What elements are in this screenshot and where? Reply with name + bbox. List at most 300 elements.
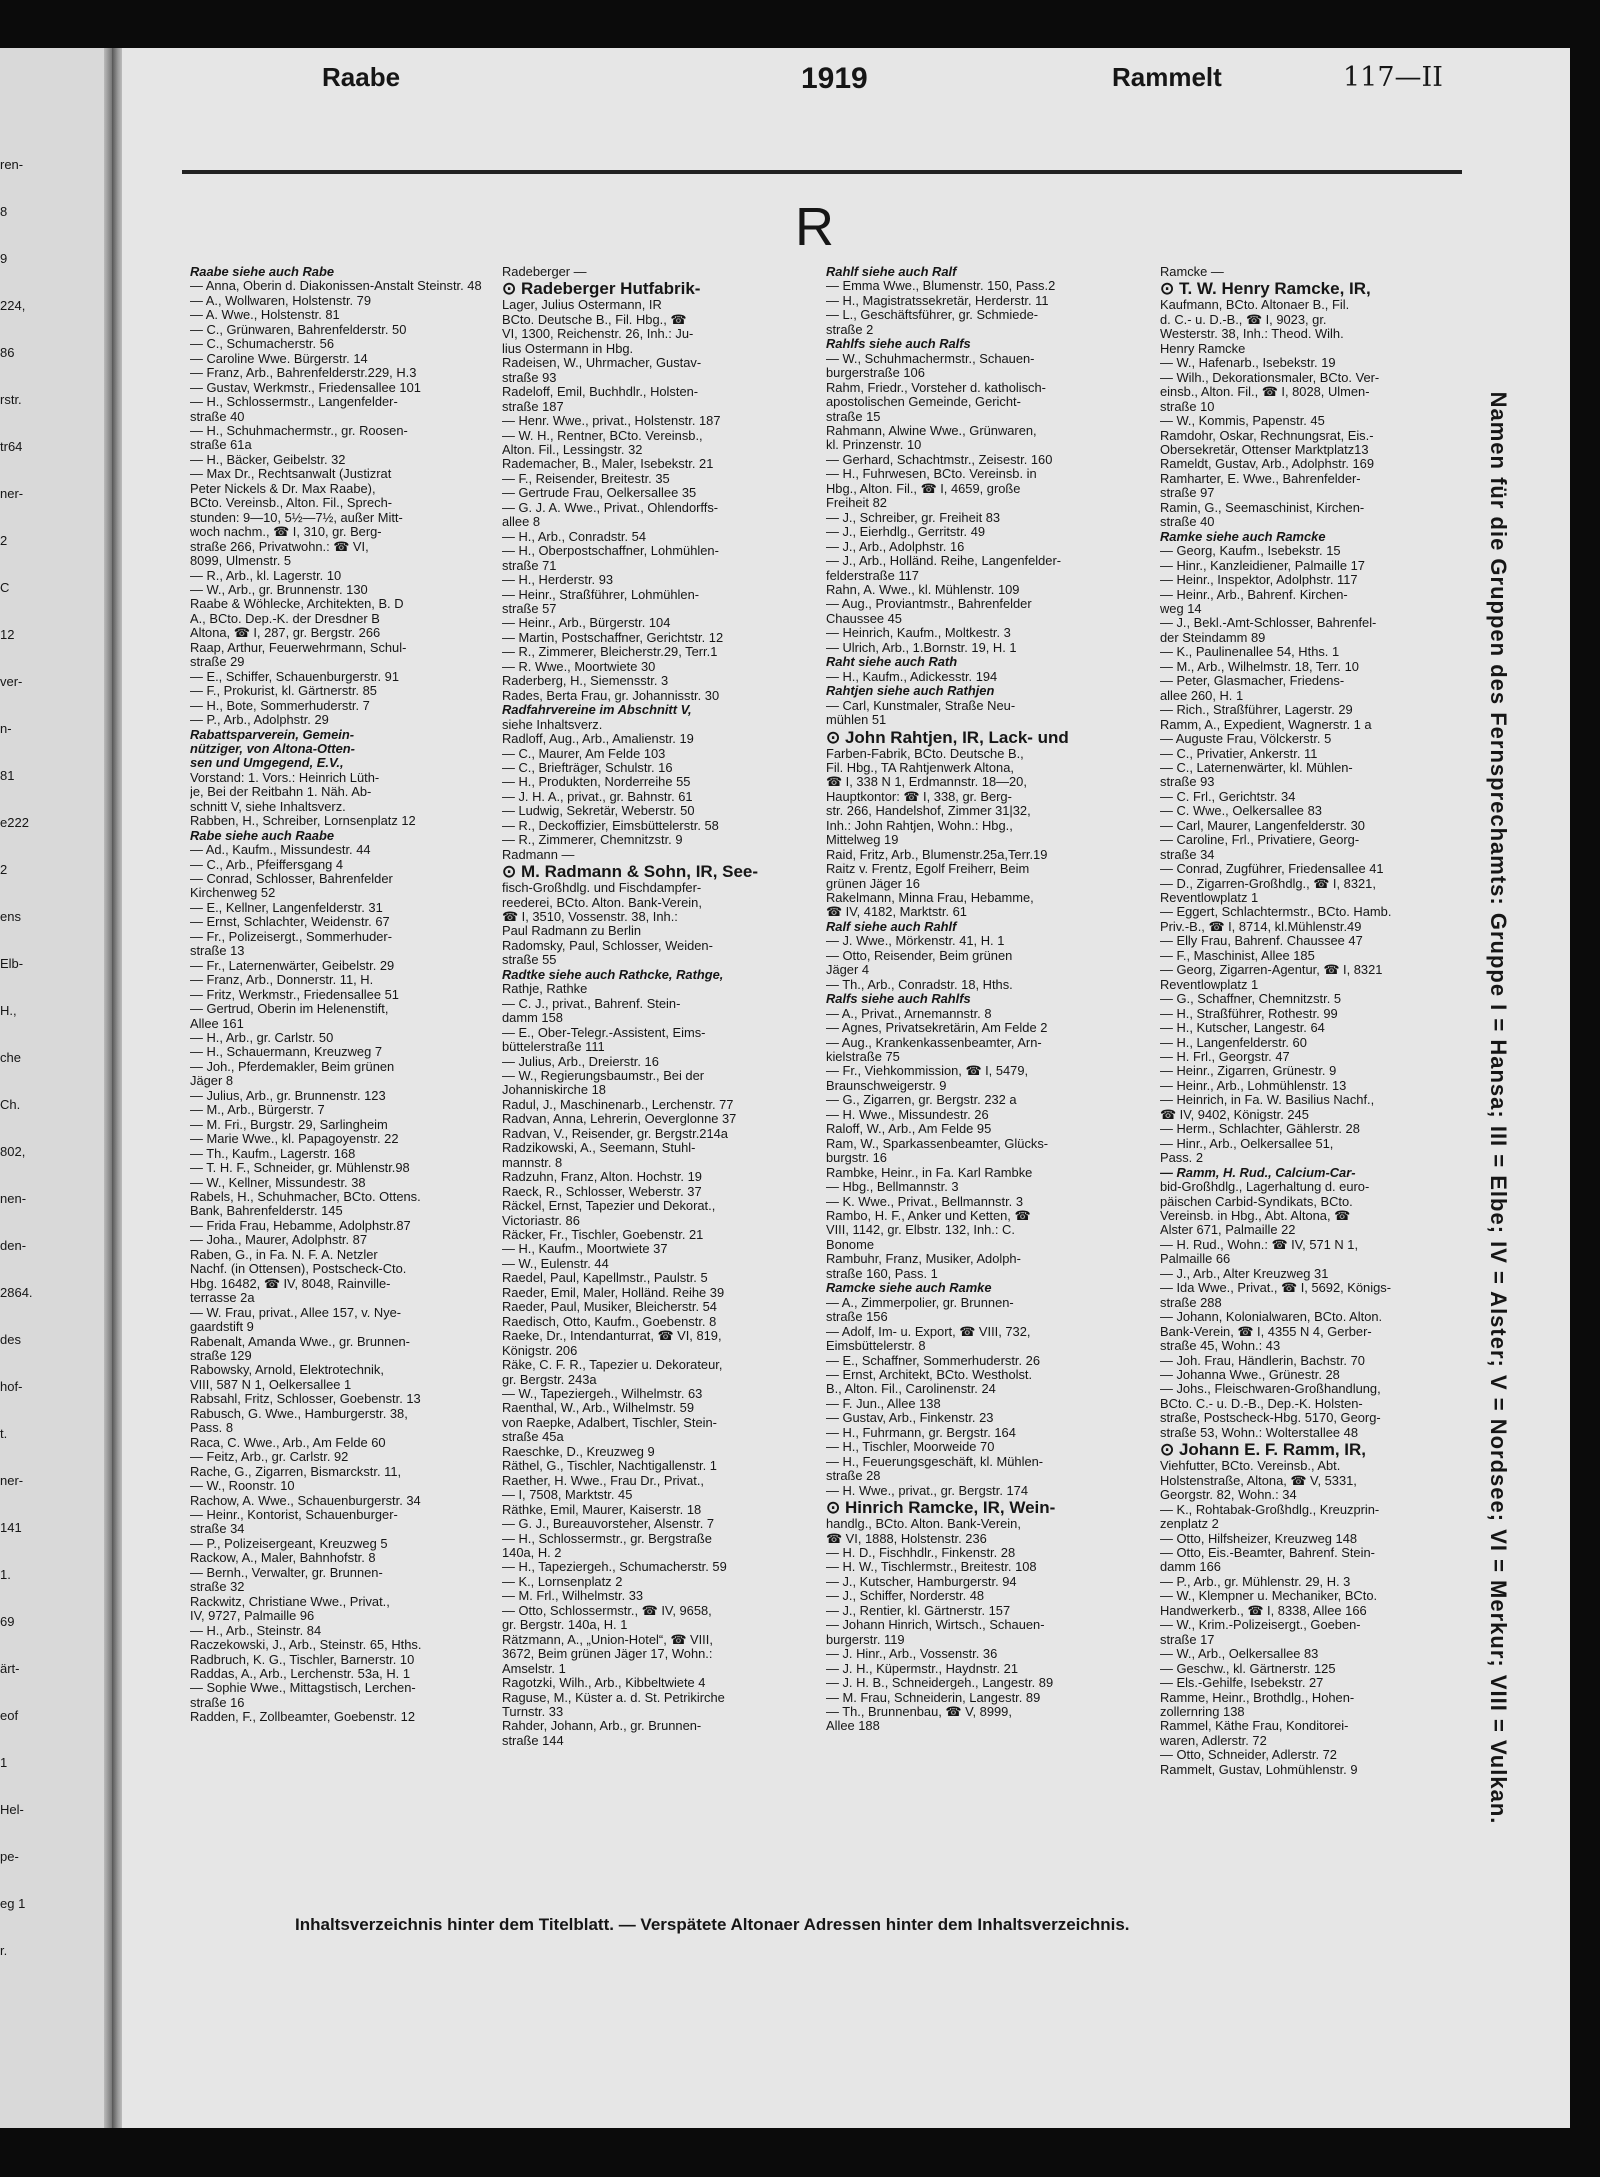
directory-entry: — H. Rud., Wohn.: ☎ IV, 571 N 1, <box>1160 1237 1359 1252</box>
directory-entry: Obersekretär, Ottenser Marktplatz13 <box>1160 442 1369 457</box>
directory-entry: — P., Arb., gr. Mühlenstr. 29, H. 3 <box>1160 1574 1351 1589</box>
previous-page-line: eg 1 <box>0 1896 26 1911</box>
running-head-year: 1919 <box>801 62 868 95</box>
directory-entry: — Fr., Laternenwärter, Geibelstr. 29 <box>190 958 395 973</box>
directory-entry: damm 158 <box>502 1011 563 1026</box>
directory-entry: — Ulrich, Arb., 1.Bornstr. 19, H. 1 <box>826 640 1017 655</box>
directory-entry: — Franz, Arb., Donnerstr. 11, H. <box>190 973 374 988</box>
directory-entry: mannstr. 8 <box>502 1155 563 1170</box>
previous-page-line: 12 <box>0 627 15 642</box>
directory-entry: — K., Paulinenallee 54, Hths. 1 <box>1160 645 1340 660</box>
directory-entry: Eimsbüttelerstr. 8 <box>826 1339 926 1354</box>
directory-entry: — Th., Kaufm., Lagerstr. 168 <box>190 1146 356 1161</box>
directory-entry: — Otto, Eis.-Beamter, Bahrenf. Stein- <box>1160 1545 1375 1560</box>
directory-entry: straße 129 <box>190 1348 252 1363</box>
directory-entry: Raeke, Dr., Intendanturrat, ☎ VI, 819, <box>502 1329 722 1344</box>
directory-entry: — W., Arb., Oelkersallee 83 <box>1160 1647 1319 1662</box>
directory-entry: Radul, J., Maschinenarb., Lerchenstr. 77 <box>502 1097 734 1112</box>
directory-entry: Rache, G., Zigarren, Bismarckstr. 11, <box>190 1464 402 1479</box>
directory-entry: Jäger 4 <box>826 963 869 978</box>
directory-entry: — Aug., Krankenkassenbeamter, Arn- <box>826 1035 1042 1050</box>
directory-entry: waren, Adlerstr. 72 <box>1160 1733 1267 1748</box>
directory-entry: — Marie Wwe., kl. Papagoyenstr. 22 <box>190 1132 399 1147</box>
directory-entry: — C., Maurer, Am Felde 103 <box>502 746 666 761</box>
directory-entry: — Ludwig, Sekretär, Weberstr. 50 <box>502 804 695 819</box>
directory-entry: Priv.-B., ☎ I, 8714, kl.Mühlenstr.49 <box>1160 919 1362 934</box>
directory-entry: stunden: 9—10, 5½—7½, außer Mitt- <box>190 510 403 525</box>
directory-entry: — Carl, Kunstmaler, Straße Neu- <box>826 698 1016 713</box>
directory-entry: straße 34 <box>1160 847 1215 862</box>
directory-entry: einsb., Alton. Fil., ☎ I, 8028, Ulmen- <box>1160 385 1370 400</box>
directory-entry: — C. Frl., Gerichtstr. 34 <box>1160 789 1296 804</box>
directory-entry: fisch-Großhdlg. und Fischdampfer- <box>502 881 702 896</box>
previous-page-line: ens <box>0 909 21 924</box>
directory-entry: — J. Wwe., Mörkenstr. 41, H. 1 <box>826 934 1005 949</box>
directory-entry: Ramme, Heinr., Brothdlg., Hohen- <box>1160 1690 1355 1705</box>
directory-entry: Allee 188 <box>826 1719 880 1734</box>
directory-entry: Hauptkontor: ☎ I, 338, gr. Berg- <box>826 789 1012 804</box>
directory-entry: Raeder, Emil, Maler, Holländ. Reihe 39 <box>502 1285 725 1300</box>
directory-entry: Rammelt, Gustav, Lohmühlenstr. 9 <box>1160 1762 1358 1777</box>
directory-entry: Holstenstraße, Altona, ☎ V, 5331, <box>1160 1473 1357 1488</box>
directory-entry: — H., Magistratssekretär, Herderstr. 11 <box>826 293 1049 308</box>
directory-entry: — Georg, Kaufm., Isebekstr. 15 <box>1160 544 1341 559</box>
directory-entry: damm 166 <box>1160 1560 1221 1575</box>
directory-entry: Hbg. 16482, ☎ IV, 8048, Rainville- <box>190 1276 391 1291</box>
directory-entry: Johanniskirche 18 <box>502 1083 606 1098</box>
previous-page-line: 1 <box>0 1755 8 1770</box>
directory-entry: straße 10 <box>1160 399 1215 414</box>
previous-page-line: rstr. <box>0 392 22 407</box>
directory-entry: — F. Jun., Allee 138 <box>826 1396 941 1411</box>
directory-entry: BCto. C.- u. D.-B., Dep.-K. Holsten- <box>1160 1396 1363 1411</box>
directory-entry: — Els.-Gehilfe, Isebekstr. 27 <box>1160 1676 1324 1691</box>
directory-entry: — H., Arb., Steinstr. 84 <box>190 1623 322 1638</box>
directory-entry: straße 45, Wohn.: 43 <box>1160 1339 1281 1354</box>
previous-page-line: des <box>0 1332 21 1347</box>
directory-entry: — J. H. A., privat., gr. Bahnstr. 61 <box>502 789 693 804</box>
directory-entry: handlg., BCto. Alton. Bank-Verein, <box>826 1517 1021 1532</box>
directory-entry: — W., Schuhmachermstr., Schauen- <box>826 351 1035 366</box>
directory-entry: büttelerstraße 111 <box>502 1040 605 1055</box>
directory-entry: Chaussee 45 <box>826 611 902 626</box>
directory-entry: — H., Kutscher, Langestr. 64 <box>1160 1021 1325 1036</box>
directory-entry: Rakelmann, Minna Frau, Hebamme, <box>826 891 1034 906</box>
directory-entry: Räcker, Fr., Tischler, Goebenstr. 21 <box>502 1228 704 1242</box>
directory-entry: — Otto, Hilfsheizer, Kreuzweg 148 <box>1160 1531 1358 1546</box>
directory-entry: — W. Frau, privat., Allee 157, v. Nye- <box>190 1305 402 1320</box>
directory-entry: — W., Hafenarb., Isebekstr. 19 <box>1160 356 1336 371</box>
directory-entry: ⊙ T. W. Henry Ramcke, IR, <box>1160 279 1371 299</box>
directory-entry: Freiheit 82 <box>826 496 887 511</box>
header-rule <box>182 170 1462 174</box>
previous-page-line: 802, <box>0 1144 26 1159</box>
directory-entry: schnitt V, siehe Inhaltsverz. <box>190 799 346 814</box>
directory-entry: Raeschke, D., Kreuzweg 9 <box>502 1444 655 1459</box>
directory-entry: — W. H., Rentner, BCto. Vereinsb., <box>502 428 703 443</box>
previous-page-line: n- <box>0 721 12 736</box>
directory-entry: apostolischen Gemeinde, Gericht- <box>826 395 1021 410</box>
directory-entry: ⊙ M. Radmann & Sohn, IR, See- <box>502 862 759 882</box>
directory-entry: sen und Umgegend, E.V., <box>190 756 344 771</box>
directory-entry: VIII, 1142, gr. Elbstr. 132, Inh.: C. <box>826 1223 1015 1238</box>
directory-entry: — Feitz, Arb., gr. Carlstr. 92 <box>190 1450 349 1465</box>
directory-entry: Paul Radmann zu Berlin <box>502 924 642 939</box>
directory-entry: — H., Fuhrwesen, BCto. Vereinsb. in <box>826 467 1037 482</box>
directory-entry: — H., Schauermann, Kreuzweg 7 <box>190 1045 383 1060</box>
directory-entry: — K., Lornsenplatz 2 <box>502 1574 623 1589</box>
directory-entry: — Heinr., Straßführer, Lohmühlen- <box>502 587 700 602</box>
directory-entry: — H., Produkten, Norderreihe 55 <box>502 775 691 790</box>
directory-entry: — Fr., Polizeisergt., Sommerhuder- <box>190 929 393 944</box>
directory-entry: Radzuhn, Franz, Alton. Hochstr. 19 <box>502 1170 702 1185</box>
directory-entry: straße, Postscheck-Hbg. 5170, Georg- <box>1160 1411 1381 1426</box>
directory-entry: — H., Schuhmachermstr., gr. Roosen- <box>190 423 408 438</box>
directory-entry: Palmaille 66 <box>1160 1252 1231 1267</box>
previous-page-line: 86 <box>0 345 15 360</box>
section-letter: R <box>795 197 834 257</box>
directory-entry: — J., Kutscher, Hamburgerstr. 94 <box>826 1574 1017 1589</box>
directory-entry: ☎ IV, 9402, Königstr. 245 <box>1160 1107 1309 1122</box>
directory-entry: — Gertrud, Oberin im Helenenstift, <box>190 1002 389 1017</box>
directory-entry: — A., Zimmerpolier, gr. Brunnen- <box>826 1295 1014 1310</box>
directory-entry: woch nachm., ☎ I, 310, gr. Berg- <box>190 525 382 540</box>
directory-entry: BCto. Deutsche B., Fil. Hbg., ☎ <box>502 312 687 327</box>
directory-entry: — W., Kellner, Missundestr. 38 <box>190 1175 366 1190</box>
directory-entry: kielstraße 75 <box>826 1050 900 1065</box>
directory-entry: — H., Feuerungsgeschäft, kl. Mühlen- <box>826 1454 1044 1469</box>
directory-entry: Radeloff, Emil, Buchhdlr., Holsten- <box>502 385 699 400</box>
previous-page-line: nen- <box>0 1191 27 1206</box>
directory-entry: Radloff, Aug., Arb., Amalienstr. 19 <box>502 732 694 747</box>
directory-entry: Mittelweg 19 <box>826 833 899 848</box>
directory-entry: — W., Tapeziergeh., Wilhelmstr. 63 <box>502 1386 703 1401</box>
directory-entry: — Hinr., Arb., Oelkersallee 51, <box>1160 1136 1334 1151</box>
directory-entry: Räthke, Emil, Maurer, Kaiserstr. 18 <box>502 1502 702 1517</box>
directory-entry: — Ad., Kaufm., Missundestr. 44 <box>190 843 371 858</box>
directory-entry: — H., Arb., Conradstr. 54 <box>502 529 647 544</box>
directory-entry: straße 55 <box>502 953 557 968</box>
directory-entry: Rahlfs siehe auch Ralfs <box>826 337 971 352</box>
directory-entry: — Hbg., Bellmannstr. 3 <box>826 1180 959 1195</box>
directory-entry: — A. Wwe., Holstenstr. 81 <box>190 308 340 323</box>
directory-entry: — Johanna Wwe., Grünestr. 28 <box>1160 1367 1340 1382</box>
directory-entry: — J., Arb., Adolphstr. 16 <box>826 539 965 554</box>
directory-entry: — H., Tischler, Moorweide 70 <box>826 1440 995 1455</box>
directory-entry: Rameldt, Gustav, Arb., Adolphstr. 169 <box>1160 457 1375 472</box>
directory-entry: Raht siehe auch Rath <box>826 655 958 670</box>
directory-entry: Allee 161 <box>190 1016 244 1031</box>
directory-entry: — G. J., Bureauvorsteher, Alsenstr. 7 <box>502 1517 715 1532</box>
directory-entry: — Johann, Kolonialwaren, BCto. Alton. <box>1160 1310 1383 1325</box>
directory-entry: Vereinsb. in Hbg., Abt. Altona, ☎ <box>1160 1209 1351 1223</box>
directory-entry: — Wilh., Dekorationsmaler, BCto. Ver- <box>1160 370 1380 385</box>
directory-entry: — K., Rohtabak-Großhdlg., Kreuzprin- <box>1160 1502 1380 1517</box>
directory-entry: Ramke siehe auch Ramcke <box>1160 529 1326 544</box>
directory-entry: straße 288 <box>1160 1295 1222 1310</box>
directory-entry: straße 45a <box>502 1430 564 1445</box>
directory-entry: Radtke siehe auch Rathcke, Rathge, <box>502 967 724 982</box>
directory-entry: — W., Roonstr. 10 <box>190 1479 295 1494</box>
directory-entry: — Heinr., Arb., Bürgerstr. 104 <box>502 616 671 631</box>
previous-page-line: ner- <box>0 486 24 501</box>
directory-entry: gaardstift 9 <box>190 1320 254 1335</box>
directory-entry: straße 144 <box>502 1733 564 1748</box>
directory-entry: Raguse, M., Küster a. d. St. Petrikirche <box>502 1690 725 1705</box>
directory-entry: burgstr. 16 <box>826 1151 887 1166</box>
directory-entry: — H., Oberpostschaffner, Lohmühlen- <box>502 544 719 559</box>
directory-entry: — Auguste Frau, Völckerstr. 5 <box>1160 732 1332 747</box>
directory-entry: Radeberger — <box>502 265 587 279</box>
directory-entry: d. C.- u. D.-B., ☎ I, 9023, gr. <box>1160 312 1327 327</box>
directory-entry: Raabe & Wöhlecke, Architekten, B. D <box>190 597 404 612</box>
directory-entry: — F., Prokurist, kl. Gärtnerstr. 85 <box>190 684 377 699</box>
previous-page-line: 1. <box>0 1567 11 1582</box>
directory-entry: siehe Inhaltsverz. <box>502 717 603 732</box>
directory-entry: — C., Laternenwärter, kl. Mühlen- <box>1160 760 1353 775</box>
directory-entry: Rabowsky, Arnold, Elektrotechnik, <box>190 1363 384 1378</box>
directory-entry: Rades, Berta Frau, gr. Johannisstr. 30 <box>502 688 720 703</box>
column-2 <box>502 265 854 1748</box>
previous-page-line: 224, <box>0 298 26 313</box>
directory-entry: — E., Ober-Telegr.-Assistent, Eims- <box>502 1025 706 1040</box>
directory-entry: — C., Briefträger, Schulstr. 16 <box>502 760 673 775</box>
directory-entry: — M. Fri., Burgstr. 29, Sarlingheim <box>190 1117 388 1132</box>
directory-entry: Ralf siehe auch Rahlf <box>826 919 957 934</box>
directory-entry: Raenthal, W., Arb., Wilhelmstr. 59 <box>502 1401 694 1416</box>
previous-page-line: pe- <box>0 1849 19 1864</box>
directory-entry: — C., Schumacherstr. 56 <box>190 337 334 352</box>
directory-entry: terrasse 2a <box>190 1291 255 1306</box>
directory-entry: — G. J. A. Wwe., Privat., Ohlendorffs- <box>502 500 719 515</box>
directory-entry: — Johann Hinrich, Wirtsch., Schauen- <box>826 1618 1045 1633</box>
directory-entry: Rabusch, G. Wwe., Hamburgerstr. 38, <box>190 1406 408 1421</box>
previous-page-line: 69 <box>0 1614 15 1629</box>
directory-entry: — H., Kaufm., Moortwiete 37 <box>502 1242 668 1257</box>
directory-entry: — H., Schlossermstr., Langenfelder- <box>190 395 398 410</box>
directory-entry: Bonome <box>826 1237 875 1252</box>
directory-entry: Rahm, Friedr., Vorsteher d. katholisch- <box>826 380 1046 395</box>
directory-entry: Rahn, A. Wwe., kl. Mühlenstr. 109 <box>826 582 1020 597</box>
directory-entry: — G., Zigarren, gr. Bergstr. 232 a <box>826 1093 1017 1108</box>
directory-entry: — Frida Frau, Hebamme, Adolphstr.87 <box>190 1218 411 1233</box>
directory-entry: straße 16 <box>190 1695 245 1710</box>
directory-entry: straße 71 <box>502 558 557 573</box>
directory-entry: — Georg, Zigarren-Agentur, ☎ I, 8321 <box>1160 963 1383 978</box>
directory-entry: Kirchenweg 52 <box>190 886 276 901</box>
directory-entry: straße 57 <box>502 601 557 616</box>
directory-entry: straße 40 <box>190 409 245 424</box>
page-number: 117—II <box>1343 62 1443 93</box>
directory-entry: — Martin, Postschaffner, Gerichtstr. 12 <box>502 630 724 645</box>
directory-entry: — E., Schaffner, Sommerhuderstr. 26 <box>826 1353 1040 1368</box>
directory-entry: — Geschw., kl. Gärtnerstr. 125 <box>1160 1661 1336 1676</box>
directory-entry: — Ernst, Schlachter, Weidenstr. 67 <box>190 915 390 930</box>
directory-entry: Raedel, Paul, Kapellmstr., Paulstr. 5 <box>502 1271 708 1286</box>
column-1 <box>190 265 542 1725</box>
directory-entry: Radeisen, W., Uhrmacher, Gustav- <box>502 356 702 371</box>
directory-entry: — Herm., Schlachter, Gählerstr. 28 <box>1160 1122 1360 1137</box>
directory-entry: weg 14 <box>1160 601 1202 616</box>
directory-entry: Raid, Fritz, Arb., Blumenstr.25a,Terr.19 <box>826 847 1048 862</box>
directory-entry: — Heinr., Zigarren, Grünestr. 9 <box>1160 1064 1337 1079</box>
previous-page-line: ner- <box>0 1473 24 1488</box>
directory-entry: — Hinr., Kanzleidiener, Palmaille 17 <box>1160 558 1365 573</box>
directory-entry: Rahder, Johann, Arb., gr. Brunnen- <box>502 1719 702 1734</box>
directory-entry: — Adolf, Im- u. Export, ☎ VIII, 732, <box>826 1324 1031 1339</box>
directory-entry: Raeder, Paul, Musiker, Bleicherstr. 54 <box>502 1300 717 1315</box>
directory-entry: — P., Arb., Adolphstr. 29 <box>190 713 329 728</box>
directory-entry: — G., Schaffner, Chemnitzstr. 5 <box>1160 992 1342 1007</box>
directory-entry: ⊙ John Rahtjen, IR, Lack- und <box>826 727 1069 747</box>
directory-entry: Ramcke — <box>1160 265 1224 279</box>
directory-entry: Turnstr. 33 <box>502 1704 564 1719</box>
directory-entry: — Max Dr., Rechtsanwalt (Justizrat <box>190 467 392 482</box>
directory-entry: — H., Fuhrmann, gr. Bergstr. 164 <box>826 1425 1016 1440</box>
directory-entry: — C. Wwe., Oelkersallee 83 <box>1160 804 1322 819</box>
directory-entry: — Franz, Arb., Bahrenfelderstr.229, H.3 <box>190 366 417 381</box>
page-footer: Inhaltsverzeichnis hinter dem Titelblatt. — Verspätete Altonaer Adressen hinter dem Inhaltsverzeichnis. <box>295 1915 1130 1934</box>
directory-entry: Alton. Fil., Lessingstr. 32 <box>502 442 643 457</box>
directory-entry: — Heinr., Arb., Lohmühlenstr. 13 <box>1160 1078 1347 1093</box>
directory-entry: Rabe siehe auch Raabe <box>190 828 335 843</box>
directory-entry: Hbg., Alton. Fil., ☎ I, 4659, große <box>826 481 1021 496</box>
directory-entry: straße 40 <box>1160 515 1215 530</box>
directory-entry: — W., Eulenstr. 44 <box>502 1256 609 1271</box>
directory-entry: straße 17 <box>1160 1632 1215 1647</box>
directory-entry: zenplatz 2 <box>1160 1517 1219 1532</box>
directory-entry: — C., Privatier, Ankerstr. 11 <box>1160 746 1318 761</box>
directory-entry: — Aug., Proviantmstr., Bahrenfelder <box>826 597 1032 612</box>
directory-entry: Viehfutter, BCto. Vereinsb., Abt. <box>1160 1459 1341 1474</box>
directory-entry: — Elly Frau, Bahrenf. Chaussee 47 <box>1160 934 1363 949</box>
directory-entry: ⊙ Hinrich Ramcke, IR, Wein- <box>826 1498 1056 1518</box>
directory-entry: Pass. 8 <box>190 1421 233 1436</box>
directory-entry: straße 93 <box>502 370 557 385</box>
previous-page-line: eof <box>0 1708 19 1723</box>
directory-entry: Radmann — <box>502 847 575 862</box>
directory-entry: straße 15 <box>826 409 881 424</box>
directory-entry: gr. Bergstr. 140a, H. 1 <box>502 1618 628 1633</box>
directory-entry: — F., Reisender, Breitestr. 35 <box>502 471 670 486</box>
directory-entry: Raloff, W., Arb., Am Felde 95 <box>826 1122 992 1137</box>
directory-entry: — Conrad, Schlosser, Bahrenfelder <box>190 872 393 887</box>
directory-entry: 3672, Beim grünen Jäger 17, Wohn.: <box>502 1647 713 1662</box>
previous-page-line: t. <box>0 1426 8 1441</box>
directory-entry: 8099, Ulmenstr. 5 <box>190 554 292 569</box>
directory-entry: straße 61a <box>190 438 252 453</box>
directory-entry: Radden, F., Zollbeamter, Goebenstr. 12 <box>190 1710 415 1725</box>
directory-entry: straße 32 <box>190 1580 245 1595</box>
directory-entry: — M. Frau, Schneiderin, Langestr. 89 <box>826 1690 1041 1705</box>
directory-entry: ⊙ Radeberger Hutfabrik- <box>502 279 701 299</box>
directory-entry: — D., Zigarren-Großhdlg., ☎ I, 8321, <box>1160 876 1376 891</box>
directory-entry: Alster 671, Palmaille 22 <box>1160 1223 1296 1238</box>
directory-entry: Fil. Hbg., TA Rahtjenwerk Altona, <box>826 760 1014 775</box>
directory-entry: — Gerhard, Schachtmstr., Zeisestr. 160 <box>826 452 1053 467</box>
previous-page-line: 2864. <box>0 1285 33 1300</box>
directory-entry: B., Alton. Fil., Carolinenstr. 24 <box>826 1382 996 1397</box>
previous-page-line: H., <box>0 1003 17 1018</box>
directory-entry: — E., Schiffer, Schauenburgerstr. 91 <box>190 669 399 684</box>
previous-page-line: Elb- <box>0 956 24 971</box>
directory-entry: Rabsahl, Fritz, Schlosser, Goebenstr. 13 <box>190 1392 421 1407</box>
directory-entry: nütziger, von Altona-Otten- <box>190 741 355 756</box>
directory-entry: — Eggert, Schlachtermstr., BCto. Hamb. <box>1160 905 1392 920</box>
directory-entry: Farben-Fabrik, BCto. Deutsche B., <box>826 746 1024 761</box>
directory-entry: — E., Kellner, Langenfelderstr. 31 <box>190 900 383 915</box>
directory-entry: — J., Schiffer, Norderstr. 48 <box>826 1589 985 1604</box>
directory-entry: straße 266, Privatwohn.: ☎ VI, <box>190 539 369 554</box>
directory-entry: — Joh. Frau, Händlerin, Bachstr. 70 <box>1160 1353 1365 1368</box>
telephone-groups-text: Namen für die Gruppen des Fernsprechamts: Gruppe I = Hansa; III = Elbe; IV = Alster; V = Nordsee; VI = Merkur; VIII = Vulkan. <box>1486 391 1511 1825</box>
directory-entry: — Heinrich, Kaufm., Moltkestr. 3 <box>826 626 1011 641</box>
directory-entry: — W., Arb., gr. Brunnenstr. 130 <box>190 582 368 597</box>
directory-entry: — Otto, Reisender, Beim grünen <box>826 948 1013 963</box>
directory-entry: — P., Polizeisergeant, Kreuzweg 5 <box>190 1536 388 1551</box>
directory-entry: Rammel, Käthe Frau, Konditorei- <box>1160 1719 1349 1734</box>
directory-entry: Rahlf siehe auch Ralf <box>826 265 957 279</box>
directory-entry: Radomsky, Paul, Schlosser, Weiden- <box>502 938 713 953</box>
directory-entry: ☎ VI, 1888, Holstenstr. 236 <box>826 1531 987 1546</box>
directory-entry: Henry Ramcke <box>1160 341 1246 356</box>
directory-entry: — Rich., Straßführer, Lagerstr. 29 <box>1160 703 1353 718</box>
directory-entry: Amselstr. 1 <box>502 1661 566 1676</box>
directory-entry: ☎ I, 338 N 1, Erdmannstr. 18—20, <box>826 775 1027 790</box>
directory-entry: Ramdohr, Oskar, Rechnungsrat, Eis.- <box>1160 428 1374 443</box>
directory-entry: — R., Deckoffizier, Eimsbüttelerstr. 58 <box>502 818 719 833</box>
directory-entry: Raeck, R., Schlosser, Weberstr. 37 <box>502 1184 702 1199</box>
previous-page-line: r. <box>0 1943 8 1958</box>
directory-entry: — L., Geschäftsführer, gr. Schmiede- <box>826 308 1039 323</box>
directory-entry: Peter Nickels & Dr. Max Raabe), <box>190 481 376 496</box>
directory-entry: — I, 7508, Marktstr. 45 <box>502 1488 633 1503</box>
directory-entry: — H. Wwe., privat., gr. Bergstr. 174 <box>826 1483 1029 1498</box>
directory-entry: — Conrad, Zugführer, Friedensallee 41 <box>1160 862 1384 877</box>
directory-entry: Rabenalt, Amanda Wwe., gr. Brunnen- <box>190 1334 410 1349</box>
directory-entry: — K. Wwe., Privat., Bellmannstr. 3 <box>826 1194 1023 1209</box>
previous-page-line: 8 <box>0 204 8 219</box>
directory-entry: — Gustav, Werkmstr., Friedensallee 101 <box>190 380 421 395</box>
directory-entry: allee 260, H. 1 <box>1160 688 1244 703</box>
previous-page-line: che <box>0 1050 21 1065</box>
directory-entry: allee 8 <box>502 515 540 530</box>
previous-page-line: 9 <box>0 251 8 266</box>
directory-entry: — F., Maschinist, Allee 185 <box>1160 948 1315 963</box>
directory-entry: Bank, Bahrenfelderstr. 145 <box>190 1204 343 1219</box>
directory-entry: Radfahrvereine im Abschnitt V, <box>502 703 692 718</box>
previous-page-line: ren- <box>0 157 24 172</box>
directory-entry: gr. Bergstr. 243a <box>502 1372 597 1387</box>
directory-entry: — T. H. F., Schneider, gr. Mühlenstr.98 <box>190 1161 410 1176</box>
directory-entry: — Th., Arb., Conradstr. 18, Hths. <box>826 977 1013 992</box>
directory-entry: Braunschweigerstr. 9 <box>826 1078 947 1093</box>
directory-entry: — M., Arb., Bürgerstr. 7 <box>190 1103 325 1118</box>
directory-entry: — W., Kommis, Papenstr. 45 <box>1160 414 1325 429</box>
directory-entry: mühlen 51 <box>826 713 887 728</box>
directory-entry: — Agnes, Privatsekretärin, Am Felde 2 <box>826 1021 1048 1036</box>
directory-entry: — J., Bekl.-Amt-Schlosser, Bahrenfel- <box>1160 616 1377 631</box>
directory-entry: — Heinrich, in Fa. W. Basilius Nachf., <box>1160 1093 1375 1108</box>
directory-entry: päischen Carbid-Syndikats, BCto. <box>1160 1194 1353 1209</box>
running-head-left: Raabe <box>322 62 401 92</box>
directory-entry: — Fr., Viehkommission, ☎ I, 5479, <box>826 1064 1029 1079</box>
directory-entry: Georgstr. 82, Wohn.: 34 <box>1160 1488 1297 1503</box>
directory-entry: Ramharter, E. Wwe., Bahrenfelder- <box>1160 471 1361 486</box>
directory-entry: — Heinr., Kontorist, Schauenburger- <box>190 1507 398 1522</box>
directory-entry: reederei, BCto. Alton. Bank-Verein, <box>502 895 702 910</box>
directory-entry: Reventlowplatz 1 <box>1160 977 1259 992</box>
